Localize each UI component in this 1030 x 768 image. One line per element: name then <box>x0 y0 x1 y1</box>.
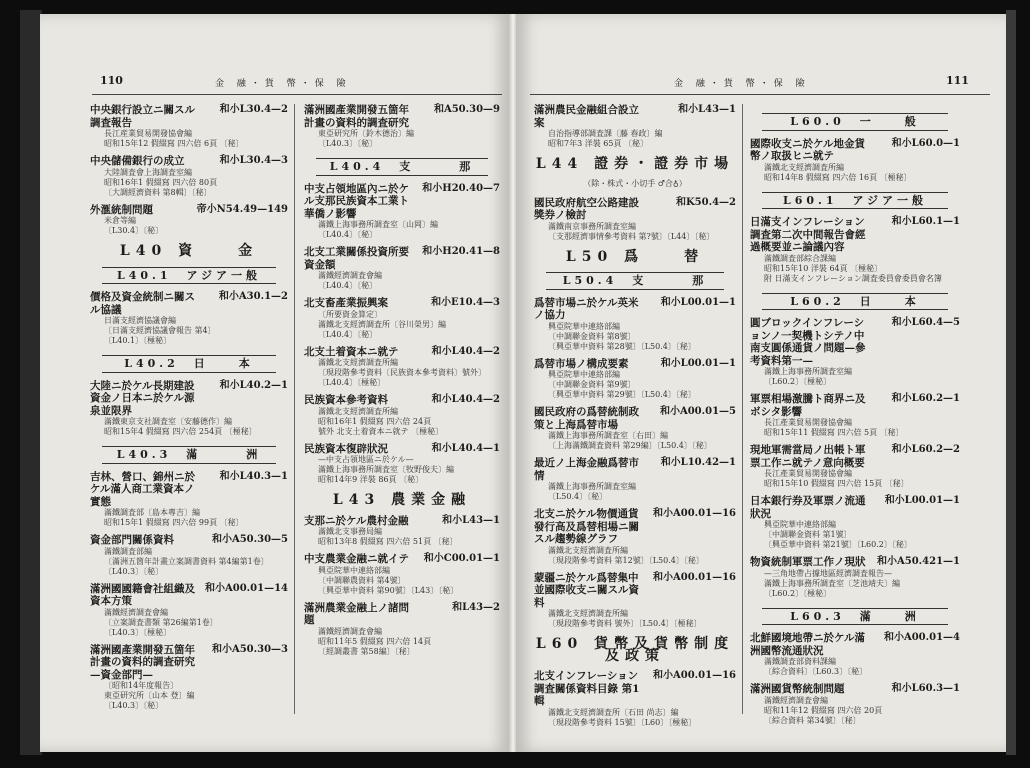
entry-detail: 〔L40.3〕〔極秘〕 <box>104 627 172 637</box>
call-number: 和小A00.01—4 <box>883 632 960 643</box>
call-number: 和小L60.2—2 <box>891 444 960 455</box>
call-number: 和小A50.421—1 <box>877 556 960 567</box>
catalog-entry <box>304 515 500 548</box>
entry-title: 吉林、營口、錦州ニ於ケル滿人商工業資本ノ實態 <box>90 470 195 508</box>
catalog-entry <box>304 602 500 657</box>
book-binding-right <box>1006 10 1016 755</box>
entry-detail: 滿鐵上海事務所調査室〔牧野俊夫〕編 <box>318 465 454 474</box>
entry-detail: 東亞研究所〔鈴木德治〕編 <box>318 129 414 138</box>
entry-title: 國民政府の爲替統制政策と上海爲替市場 <box>534 406 639 431</box>
entry-detail: 〔L40.4〕〔秘〕 <box>318 230 378 239</box>
entry-title: 北支インフレーション調査關係資料目錄 第1輯 <box>534 670 640 707</box>
entry-detail: 昭和14年8 假綴寫 四六倍 16頁 〔極秘〕 <box>764 172 912 182</box>
entry-detail: 滿鐵東京支社調査室〔安藤德作〕編 <box>104 417 232 426</box>
entry-detail: 東亞研究所〔山本 登〕編 <box>104 691 195 700</box>
entry-detail: 滿鐵調査部綜合課編 <box>764 253 836 263</box>
entry-detail: 昭和15年1 假綴寫 四六倍 99頁 〔秘〕 <box>104 518 244 527</box>
entry-detail: 滿鐵調査部〔島本專吉〕編 <box>104 508 200 517</box>
section-heading: L40 資 金 <box>119 243 259 259</box>
entry-detail: 滿鐵北支經濟調査所〔谷川榮男〕編 <box>318 319 446 329</box>
catalog-entry <box>304 104 500 149</box>
catalog-entry <box>90 534 288 577</box>
entry-detail: 滿鐵經濟調査會編 <box>318 271 382 280</box>
right-page <box>516 14 1006 752</box>
entry-title: 滿洲農業金融上ノ諸問題 <box>304 601 409 626</box>
entry-detail: 昭和15年4 假綴寫 四六倍 254頁 〔極秘〕 <box>104 427 257 436</box>
call-number: 和小L00.01—1 <box>884 495 960 506</box>
entry-detail: 〔興亞華中資料 第28號〕〔L50.4〕〔秘〕 <box>548 341 696 351</box>
entry-detail: 自治指導部調査課〔藤 春政〕編 <box>548 129 663 138</box>
entry-detail: 滿鐵上海事務所調査室編 <box>764 367 852 376</box>
book-binding-left <box>20 10 42 755</box>
running-head: 金 融・貨 幣・保 險 <box>215 79 351 89</box>
call-number: 和小L40.4—2 <box>431 345 500 357</box>
entry-title: 中央銀行設立ニ關スル調査報告 <box>90 104 195 129</box>
call-number: 和小L40.2—1 <box>219 379 288 391</box>
entry-detail: 〔L40.4〕〔秘〕 <box>318 281 378 290</box>
catalog-entry <box>534 358 736 401</box>
entry-title: 現地軍需當局ノ出帳ト軍票工作ニ就テノ意向概要 <box>750 444 866 469</box>
entry-title: 國際收支ニ於ケル地金貨幣ノ取扱ヒニ就テ <box>750 137 865 162</box>
entry-title: 北支工業關係投資所要資金額 <box>304 246 409 271</box>
catalog-entry <box>534 406 736 451</box>
entry-detail: 滿鐵上海事務所調査室〔芝池靖夫〕編 <box>764 578 900 588</box>
catalog-entry <box>534 572 736 630</box>
catalog-entry <box>750 556 960 599</box>
catalog-entry <box>750 683 960 726</box>
entry-detail: 長江產業貿易開發協會編 <box>764 418 852 427</box>
catalog-entry <box>90 471 288 529</box>
entry-detail: 〔中調聯農資料 第4號〕 <box>318 575 406 585</box>
call-number: 和小L00.01—1 <box>660 296 736 308</box>
call-number: 和小L60.1—1 <box>891 216 960 227</box>
subsection-heading: L40.2 日 本 <box>102 355 276 373</box>
catalog-entry <box>304 246 500 291</box>
entry-detail: 滿鐵上海事務所調査室〔右田〕編 <box>548 431 668 440</box>
entry-title: 滿洲國貨幣統制問題 <box>750 683 845 695</box>
right-page-column-2 <box>750 104 960 732</box>
entry-detail: 〔中調聯金資料 第8號〕 <box>548 331 636 341</box>
subsection-heading: L60.2 日 本 <box>762 293 948 311</box>
catalog-entry <box>304 394 500 437</box>
entry-title: 滿洲農民金融組合設立案 <box>534 104 639 129</box>
subsection-heading: L60.1 アジア一般 <box>762 192 948 210</box>
header-rule <box>92 94 502 95</box>
call-number: 帝小N54.49—149 <box>196 203 288 215</box>
left-page-column-2 <box>304 104 500 663</box>
entry-detail: 昭和15年12 假綴寫 四六倍 6頁 〔秘〕 <box>104 139 244 148</box>
call-number: 和小A50.30—5 <box>211 534 288 545</box>
entry-title: 圓ブロックインフレーションノ一契機トシテノ中南支圓係通貨ノ問題—參考資料第一— <box>750 317 866 367</box>
catalog-entry <box>750 632 960 677</box>
call-number: 和小L60.4—5 <box>891 317 960 328</box>
entry-detail: 〔現段階參考資料〔民族資本參考資料〕號外〕 <box>318 368 486 377</box>
entry-title: 中央儲備銀行の成立 <box>90 155 185 167</box>
call-number: 和小A00.01—16 <box>653 508 736 519</box>
call-number: 和小L30.4—2 <box>219 104 288 115</box>
entry-detail: 昭和16年1 假綴寫 四六倍 80頁 <box>104 177 218 187</box>
entry-title: 北鮮國境地帶ニ於ケル滿洲國幣流通狀況 <box>750 632 865 657</box>
entry-title: 民族資本復辟狀況 <box>304 442 388 455</box>
call-number: 和小A00.01—5 <box>659 406 736 417</box>
entry-detail: 長江産業貿易開發協會編 <box>104 129 192 138</box>
entry-detail: 〔所要資金算定〕 <box>318 309 382 319</box>
entry-title: 軍票相場激騰ト商界ニ及ボシタ影響 <box>750 393 866 418</box>
entry-detail: 〔日滿支經濟協議會報告 第4〕 <box>104 326 216 335</box>
entry-detail: 〔L40.3〕〔秘〕 <box>318 139 378 148</box>
call-number: 和小E10.4—3 <box>431 297 500 308</box>
entry-detail: 滿鐵經濟調査會編 <box>104 607 168 617</box>
catalog-entry <box>304 443 500 486</box>
entry-detail: 〔綜合資料〕〔L60.3〕〔秘〕 <box>764 667 868 676</box>
entry-title: 最近ノ上海金融爲替市情 <box>534 457 639 482</box>
call-number: 和A50.30—9 <box>433 104 500 115</box>
entry-detail: 昭和13年8 假綴寫 四六倍 51頁 〔秘〕 <box>318 537 458 546</box>
entry-detail: 〔L40.3〕〔秘〕 <box>104 566 164 576</box>
section-heading: L50 爲 替 <box>565 248 705 265</box>
entry-detail: 昭和16年1 假綴寫 四六倍 24頁 <box>318 416 432 426</box>
catalog-entry <box>304 553 500 596</box>
entry-detail: 〔中調聯金資料 第1號〕 <box>764 530 852 539</box>
entry-title: 支那ニ於ケル農村金融 <box>304 514 409 527</box>
catalog-entry <box>90 380 288 438</box>
entry-title: 大陸ニ於ケル長期建設資金ノ日本ニ於ケル源泉並限界 <box>90 379 195 417</box>
entry-detail: 〔大調經濟資料 第8輯〕〔秘〕 <box>104 187 212 197</box>
entry-detail: 〔興亞華中資料 第90號〕〔L43〕〔秘〕 <box>318 585 459 595</box>
entry-detail: 〔滿洲五箇年計畫立案調書資料 第4編第1卷〕 <box>104 556 269 566</box>
call-number: 和小L60.0—1 <box>891 137 960 149</box>
page-number: 110 <box>100 74 123 87</box>
entry-title: 爲替市場ノ構成要素 <box>534 357 629 370</box>
entry-detail: 滿鐵經濟調査會編 <box>764 695 828 705</box>
entry-detail: 米倉等編 <box>104 216 136 225</box>
entry-detail: 長江產業貿易開發協會編 <box>764 469 852 478</box>
column-divider <box>294 104 295 714</box>
entry-detail: —三角地帶占據地區經濟調査報告— <box>764 568 892 578</box>
entry-title: 外滙統制問題 <box>90 203 153 216</box>
entry-detail: 大陸調査會上海調査室編 <box>104 167 192 177</box>
entry-title: 中支農業金融ニ就イテ <box>304 553 409 565</box>
call-number: 和小H20.41—8 <box>422 246 500 257</box>
call-number: 和小L60.2—1 <box>891 393 960 404</box>
entry-title: 蒙疆ニ於ケル爲替集中並國際收支ニ關スル資料 <box>534 571 639 609</box>
entry-detail: 興亞院華中連絡部編 <box>764 520 836 529</box>
entry-detail: 〔L40.4〕〔秘〕 <box>318 329 378 339</box>
column-divider <box>742 104 743 714</box>
call-number: 和小L10.42—1 <box>660 457 736 468</box>
call-number: 和小L40.4—1 <box>431 442 500 454</box>
entry-detail: 〔經調叢書 第58編〕〔秘〕 <box>318 646 415 656</box>
section-caption: （除・株式・小切手 ♂合♁） <box>583 178 687 188</box>
page-number: 111 <box>946 74 969 87</box>
call-number: 和小A50.30—3 <box>211 643 288 655</box>
entry-detail: 〔支那經濟事情參考資料 第?號〕〔L44〕〔秘〕 <box>548 231 715 241</box>
call-number: 和小A30.1—2 <box>218 291 288 302</box>
entry-title: 價格及資金統制ニ關スル協議 <box>90 291 195 316</box>
entry-detail: 〔興亞華中資料 第21號〕〔L60.2〕〔秘〕 <box>764 540 912 549</box>
call-number: 和小H20.40—7 <box>422 182 500 194</box>
call-number: 和小L30.4—3 <box>219 155 288 166</box>
entry-detail: 滿鐵上海事務所調査室〔山岡〕編 <box>318 220 438 229</box>
entry-detail: 滿鐵上海事務所調査室編 <box>548 482 636 491</box>
call-number: 和小L00.01—1 <box>660 357 736 369</box>
catalog-entry <box>304 297 500 340</box>
call-number: 和小L40.3—1 <box>219 470 288 482</box>
subsection-heading: L50.4 支 那 <box>546 272 724 290</box>
header-rule <box>530 94 990 95</box>
catalog-entry <box>534 457 736 502</box>
entry-detail: 昭和11年5 假綴寫 四六倍 14頁 <box>318 636 432 646</box>
entry-title: 國民政府航空公路建設獎券ノ檢討 <box>534 196 639 221</box>
entry-detail: 〔綜合資料 第34號〕〔秘〕 <box>764 715 861 725</box>
subsection-heading: L40.3 滿 洲 <box>102 446 276 464</box>
catalog-entry <box>90 155 288 198</box>
left-page-column-1 <box>90 104 288 717</box>
running-head: 金 融・貨 幣・保 險 <box>674 79 810 89</box>
entry-detail: 昭和15年10 假綴寫 四六倍 15頁 〔秘〕 <box>764 479 909 488</box>
entry-detail: 〔L50.4〕〔秘〕 <box>548 492 608 501</box>
entry-detail: 號外 北支土着資本ニ就テ 〔極秘〕 <box>318 426 444 436</box>
catalog-entry <box>304 346 500 389</box>
entry-detail: 〔上海滿鐵調査資料 第29編〕〔L50.4〕〔秘〕 <box>548 441 712 450</box>
entry-detail: 滿鐵經濟調査會編 <box>318 626 382 636</box>
catalog-entry <box>534 197 736 242</box>
entry-detail: 附 日滿支インフレーション調査委員會委員會名簿 <box>764 273 942 283</box>
section-heading: L43 農業金融 <box>332 492 472 508</box>
entry-detail: 滿鐵北支經濟調査所〔石田 尚志〕編 <box>548 707 679 717</box>
call-number: 和小A00.01—16 <box>653 670 736 681</box>
entry-title: 滿洲國產業開發五箇年計畫の資料的調査研究 <box>304 104 409 129</box>
entry-title: 日本銀行券及軍票ノ流通狀況 <box>750 495 866 520</box>
entry-detail: 興亞院華中連絡部編 <box>548 321 620 331</box>
entry-title: 日滿支インフレーション調査第二次中間報告會經過概要並ニ論議內容 <box>750 216 866 253</box>
entry-title: 滿洲國產業開發五箇年計畫の資料的調査研究 —資金部門— <box>90 643 206 681</box>
entry-title: 民族資本參考資料 <box>304 394 388 406</box>
entry-detail: 滿鐵北支事務局編 <box>318 527 382 536</box>
subsection-heading: L40.1 アジア一般 <box>102 267 276 285</box>
entry-title: 物資統制軍票工作ノ現狀 <box>750 556 866 568</box>
entry-detail: 〔L40.3〕〔秘〕 <box>104 701 164 710</box>
entry-title: 北支ニ於ケル物價通貨發行高及爲替相場ニ關スル趨勢線グラフ <box>534 508 639 545</box>
entry-detail: 昭和14年9 洋裝 86頁 〔秘〕 <box>318 475 424 484</box>
entry-detail: 〔現段階參考資料 號外〕〔L50.4〕〔極秘〕 <box>548 619 702 628</box>
entry-title: 爲替市場ニ於ケル英米ノ協力 <box>534 296 639 321</box>
entry-title: 資金部門關係資料 <box>90 534 174 546</box>
section-heading: L44 證券・證券市場 <box>535 156 735 172</box>
entry-detail: 滿鐵北支經濟調査所編 <box>548 609 628 618</box>
subsection-heading: L60.0 一 般 <box>762 113 948 131</box>
entry-detail: 滿鐵北支經濟調査所編 <box>318 406 398 416</box>
entry-detail: 滿鐵調査部編 <box>104 546 152 556</box>
entry-detail: 〔L40.1〕〔極秘〕 <box>104 336 172 345</box>
entry-detail: 〔中調聯金資料 第9號〕 <box>548 380 636 389</box>
entry-detail: 昭和7年3 洋裝 65頁 〔秘〕 <box>548 139 648 148</box>
entry-detail: 滿鐵南京事務所調査室編 <box>548 221 636 231</box>
catalog-entry <box>90 583 288 638</box>
entry-detail: 〔立案調査書類 第26編第1卷〕 <box>104 617 218 627</box>
catalog-entry <box>90 291 288 346</box>
catalog-entry <box>90 104 288 149</box>
entry-detail: —中支占領地區ニ於ケル— <box>318 455 414 464</box>
call-number: 和小L60.3—1 <box>891 683 960 694</box>
entry-detail: 滿鐵北支經濟調査所編 <box>764 162 844 172</box>
entry-detail: 昭和15年11 假綴寫 四六倍 5頁 〔秘〕 <box>764 428 904 437</box>
entry-detail: 滿鐵調査部資料課編 <box>764 657 836 666</box>
entry-detail: 昭和15年10 洋裝 64頁 〔極秘〕 <box>764 263 883 273</box>
catalog-entry <box>750 216 960 284</box>
entry-detail: 〔昭和14年度報告〕 <box>104 681 179 690</box>
entry-detail: 〔L60.2〕〔極秘〕 <box>764 377 832 386</box>
entry-title: 北支土着資本ニ就テ <box>304 345 399 358</box>
subsection-heading: L60.3 滿 洲 <box>762 608 948 626</box>
entry-title: 滿洲國國籍會社組織及資本方策 <box>90 582 195 607</box>
entry-detail: 〔現段階參考資料 第12號〕〔L50.4〕〔秘〕 <box>548 555 704 565</box>
call-number: 和小L43—1 <box>442 514 500 526</box>
entry-detail: 昭和11年12 假綴寫 四六倍 20頁 <box>764 705 883 715</box>
right-page-column-1 <box>534 104 736 734</box>
catalog-entry <box>750 495 960 550</box>
entry-detail: 〔L30.4〕〔秘〕 <box>104 226 164 235</box>
entry-detail: 日滿支經濟協議會編 <box>104 316 176 325</box>
entry-title: 北支畜產業振興案 <box>304 297 388 309</box>
section-heading: L60 貨幣及貨幣制度及政策 <box>535 636 735 664</box>
catalog-entry <box>534 508 736 566</box>
entry-title: 中支占領地區內ニ於ケル支那民族資本工業ト華僑ノ影響 <box>304 182 409 220</box>
subsection-heading: L40.4 支 那 <box>316 158 488 176</box>
entry-detail: 滿鐵北支經濟調査所編 <box>548 545 628 555</box>
entry-detail: 滿鐵北支經濟調査所編 <box>318 358 398 367</box>
entry-detail: 〔興亞華中資料 第29號〕〔L50.4〕〔秘〕 <box>548 390 696 399</box>
catalog-entry <box>534 104 736 149</box>
catalog-entry <box>750 444 960 489</box>
entry-detail: 〔現段階參考資料 15號〕〔L60〕〔極秘〕 <box>548 717 697 727</box>
catalog-entry <box>90 644 288 712</box>
call-number: 和小L40.4—2 <box>431 394 500 405</box>
entry-detail: 〔L60.2〕〔極秘〕 <box>764 588 832 598</box>
call-number: 和L43—2 <box>452 601 500 613</box>
call-number: 和K50.4—2 <box>675 196 736 208</box>
call-number: 和小A00.01—14 <box>205 582 288 594</box>
catalog-entry <box>750 138 960 183</box>
catalog-entry <box>304 183 500 241</box>
entry-detail: 興亞院華中連絡部編 <box>318 565 390 575</box>
call-number: 和小L43—1 <box>678 104 736 115</box>
entry-detail: 〔L40.4〕〔極秘〕 <box>318 378 386 387</box>
catalog-entry <box>534 297 736 352</box>
catalog-entry <box>90 204 288 237</box>
entry-detail: 興亞院華中連絡部編 <box>548 370 620 379</box>
catalog-entry <box>750 317 960 387</box>
call-number: 和小C00.01—1 <box>423 553 500 564</box>
catalog-entry <box>750 393 960 438</box>
call-number: 和小A00.01—16 <box>653 571 736 583</box>
catalog-entry <box>534 670 736 728</box>
left-page <box>40 14 510 752</box>
